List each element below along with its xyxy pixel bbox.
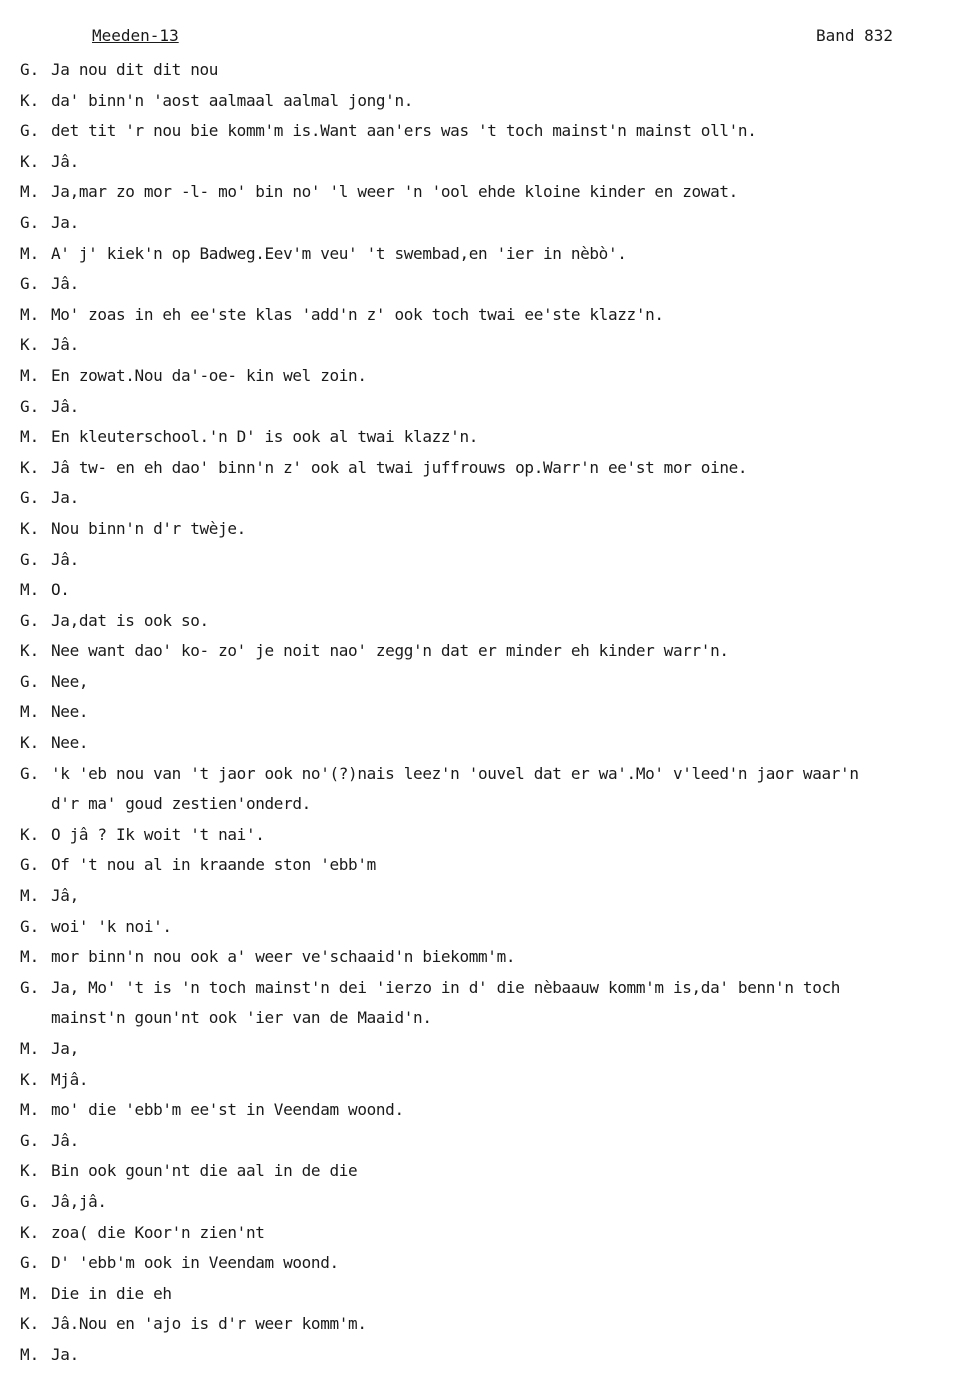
speaker-label: G. (20, 763, 40, 783)
transcript-line (20, 1099, 970, 1130)
utterance-text: Of 't nou al in kraande ston 'ebb'm (51, 855, 376, 875)
speaker-label: K. (20, 151, 40, 171)
utterance-text: Jâ tw- en eh dao' binn'n z' ook al twai juffrouws op.Warr'n ee'st mor oine. (51, 457, 748, 477)
speaker-label: K. (20, 1161, 40, 1181)
transcript-line (20, 1038, 970, 1069)
transcript-line (20, 1222, 970, 1253)
utterance-text: woi' 'k noi'. (51, 916, 172, 936)
speaker-label: K. (20, 1314, 40, 1334)
utterance-text: Ja, (51, 1039, 79, 1058)
utterance-text: Ja,mar zo mor -l- mo' bin no' 'l weer 'n 'ool ehde kloine kinder en zowat. (51, 182, 738, 202)
utterance-text: Mo' zoas in eh ee'ste klas 'add'n z' ook toch twai ee'ste klazz'n. (51, 304, 664, 324)
utterance-text: Jâ, (51, 886, 79, 906)
speaker-label: K. (20, 335, 40, 355)
utterance-text: Ja nou dit dit nou (51, 60, 219, 79)
speaker-label: G. (20, 610, 40, 630)
utterance-text: det tit 'r nou bie komm'm is.Want aan'ers was 't toch mainst'n mainst oll'n. (51, 121, 757, 141)
transcript-line (20, 732, 970, 763)
utterance-text: Nee. (51, 733, 89, 753)
utterance-text: Jâ. (51, 274, 79, 294)
speaker-label: M. (20, 1100, 40, 1120)
transcript-line (20, 1069, 970, 1100)
utterance-text: 'k 'eb nou van 't jaor ook no'(?)nais leez'n 'ouvel dat er wa'.Mo' v'leed'n jaor waar'n (51, 763, 859, 783)
utterance-text: Mjâ. (51, 1069, 89, 1089)
transcript-line (20, 1191, 970, 1222)
transcript-lines (20, 59, 970, 1375)
speaker-label: G. (20, 121, 40, 141)
transcript-line (20, 1252, 970, 1283)
transcript-line (20, 1313, 970, 1344)
transcript-line (20, 1344, 970, 1375)
transcript-line (20, 1283, 970, 1314)
transcript-line (20, 243, 970, 274)
transcript-line (20, 90, 970, 121)
speaker-label: G. (20, 1191, 40, 1211)
utterance-text: D' 'ebb'm ook in Veendam woond. (51, 1253, 339, 1273)
speaker-label: M. (20, 702, 40, 722)
speaker-label: G. (20, 274, 40, 294)
utterance-text: Jâ. (51, 396, 79, 416)
transcript-line (20, 304, 970, 335)
utterance-text: Nou binn'n d'r twèje. (51, 518, 246, 538)
band-number: Band 832 (816, 26, 894, 45)
speaker-label: G. (20, 60, 40, 79)
speaker-label: M. (20, 304, 40, 324)
utterance-text: Ja. (51, 212, 79, 232)
transcript-line (20, 120, 970, 151)
speaker-label: M. (20, 365, 40, 385)
speaker-label: K. (20, 1222, 40, 1242)
utterance-text: Jâ. (51, 151, 79, 171)
transcript-line (20, 1130, 970, 1161)
utterance-text: Jâ. (51, 1130, 79, 1150)
speaker-label: G. (20, 1130, 40, 1150)
speaker-label: M. (20, 1039, 40, 1058)
utterance-text: Ja,dat is ook so. (51, 610, 209, 630)
utterance-text: En kleuterschool.'n D' is ook al twai klazz'n. (51, 427, 479, 447)
utterance-text: Nee want dao' ko- zo' je noit nao' zegg'n dat er minder eh kinder warr'n. (51, 641, 729, 661)
speaker-label: M. (20, 182, 40, 202)
speaker-label: K. (20, 457, 40, 477)
speaker-label: K. (20, 90, 40, 110)
utterance-text: Nee, (51, 671, 89, 691)
transcript-line (20, 793, 970, 824)
utterance-text: d'r ma' goud zestien'onderd. (51, 794, 311, 814)
transcript-line (20, 396, 970, 427)
utterance-text: En zowat.Nou da'-oe- kin wel zoin. (51, 365, 367, 385)
utterance-text: Die in die eh (51, 1283, 172, 1303)
transcript-line (20, 457, 970, 488)
utterance-text: O jâ ? Ik woit 't nai'. (51, 824, 265, 844)
transcript-line (20, 885, 970, 916)
transcript-line (20, 824, 970, 855)
utterance-text: Ja. (51, 488, 79, 508)
utterance-text: Ja. (51, 1344, 79, 1364)
transcript-line (20, 916, 970, 947)
utterance-text: zoa( die Koor'n zien'nt (51, 1222, 265, 1242)
speaker-label: M. (20, 947, 40, 967)
utterance-text: A' j' kiek'n op Badweg.Eev'm veu' 't swembad,en 'ier in nèbò'. (51, 243, 627, 263)
speaker-label: K. (20, 641, 40, 661)
transcript-line (20, 610, 970, 641)
transcript-line (20, 59, 970, 90)
speaker-label: G. (20, 671, 40, 691)
transcript-line (20, 763, 970, 794)
utterance-text: Jâ. (51, 549, 79, 569)
speaker-label: K. (20, 824, 40, 844)
utterance-text: Bin ook goun'nt die aal in de die (51, 1161, 358, 1181)
speaker-label: M. (20, 1283, 40, 1303)
transcript-line (20, 518, 970, 549)
speaker-label: G. (20, 212, 40, 232)
speaker-label: K. (20, 1069, 40, 1089)
utterance-text: Nee. (51, 702, 89, 722)
speaker-label: K. (20, 518, 40, 538)
transcript-line (20, 151, 970, 182)
transcript-line (20, 640, 970, 671)
transcript-line (20, 334, 970, 365)
transcript-line (20, 671, 970, 702)
utterance-text: da' binn'n 'aost aalmaal aalmal jong'n. (51, 90, 414, 110)
speaker-label: G. (20, 916, 40, 936)
transcript-line (20, 365, 970, 396)
transcript-line (20, 1160, 970, 1191)
speaker-label: G. (20, 488, 40, 508)
transcript-line (20, 977, 970, 1008)
utterance-text: O. (51, 580, 70, 600)
speaker-label: G. (20, 855, 40, 875)
transcript-line (20, 273, 970, 304)
speaker-label: M. (20, 580, 40, 600)
speaker-label: G. (20, 549, 40, 569)
transcript-line (20, 579, 970, 610)
transcript-line (20, 487, 970, 518)
utterance-text: mainst'n goun'nt ook 'ier van de Maaid'n. (51, 1008, 432, 1028)
transcript-line (20, 426, 970, 457)
speaker-label: K. (20, 733, 40, 753)
transcript-line (20, 181, 970, 212)
transcript-line (20, 701, 970, 732)
transcript-line (20, 1007, 970, 1038)
utterance-text: Ja, Mo' 't is 'n toch mainst'n dei 'ierzo in d' die nèbaauw komm'm is,da' benn'n toch (51, 977, 841, 997)
utterance-text: Jâ.Nou en 'ajo is d'r weer komm'm. (51, 1314, 367, 1334)
speaker-label: G. (20, 396, 40, 416)
speaker-label: M. (20, 1344, 40, 1364)
speaker-label: M. (20, 243, 40, 263)
speaker-label: G. (20, 1253, 40, 1273)
document-title: Meeden-13 (92, 26, 179, 45)
speaker-label: M. (20, 427, 40, 447)
transcript-line (20, 946, 970, 977)
speaker-label: M. (20, 886, 40, 906)
utterance-text: mor binn'n nou ook a' weer ve'schaaid'n biekomm'm. (51, 947, 516, 967)
utterance-text: Jâ,jâ. (51, 1191, 107, 1211)
utterance-text: Jâ. (51, 335, 79, 355)
transcript-line (20, 549, 970, 580)
transcript-line (20, 212, 970, 243)
utterance-text: mo' die 'ebb'm ee'st in Veendam woond. (51, 1100, 404, 1120)
transcript-line (20, 854, 970, 885)
speaker-label: G. (20, 977, 40, 997)
